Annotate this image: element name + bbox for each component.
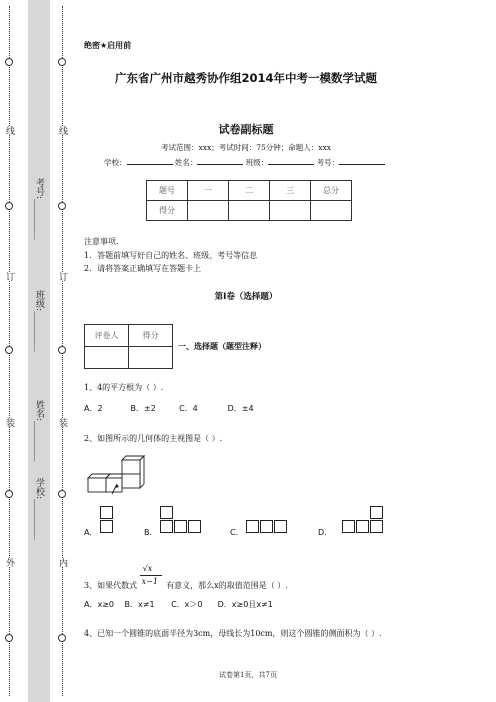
option-c[interactable]: C．4 <box>179 404 198 413</box>
option-a-square <box>100 506 113 519</box>
exam-info: 考试范围：xxx；考试时间：75分钟；命题人：xxx <box>161 143 331 152</box>
option-b-square <box>174 520 187 533</box>
student-class-field: 班级:_________ <box>34 290 44 352</box>
notes-item: 2．请将答案正确填写在答题卡上 <box>84 264 202 273</box>
exam-subtitle: 试卷副标题 <box>218 123 274 136</box>
binding-hole-circle <box>58 346 66 354</box>
score-header-cell: 一 <box>188 181 229 201</box>
number-label: 考号： <box>316 158 340 167</box>
question-3-stem <box>84 564 288 591</box>
binding-hole-circle <box>5 346 13 354</box>
question-1-options <box>84 403 274 414</box>
option-a[interactable]: A．2 <box>84 404 103 413</box>
binding-hole-circle <box>58 202 66 210</box>
outer-label-wai: 外 <box>4 558 14 567</box>
question-2-stem: 2、如图所示的几何体的主视图是（ ）. <box>84 434 223 443</box>
option-d-square <box>370 520 383 533</box>
q2-option-c-label[interactable]: C. <box>230 528 239 537</box>
student-name-field: 姓名:_________ <box>34 400 44 462</box>
student-info-line <box>104 157 385 168</box>
option-b-square <box>188 520 201 533</box>
grader-header-cell: 得分 <box>129 325 173 347</box>
option-b-square <box>160 506 173 519</box>
school-label: 学校： <box>104 158 127 167</box>
solid-figure-diagram <box>86 454 158 500</box>
option-b-square <box>160 520 173 533</box>
option-c[interactable]: C．x＞0 <box>171 600 203 609</box>
option-d[interactable]: D．±4 <box>227 404 254 413</box>
binding-hole-circle <box>58 490 66 498</box>
page-footer: 试卷第1页，共7页 <box>219 671 277 679</box>
q3-fraction <box>140 564 164 588</box>
q3-numerator: √x <box>142 564 153 573</box>
secret-label: 绝密★启用前 <box>84 41 132 50</box>
option-c-square <box>260 520 273 533</box>
question-1-stem: 1、4的平方根为（ ）. <box>84 383 164 392</box>
q2-option-d-label[interactable]: D. <box>318 528 327 537</box>
option-a-square <box>100 520 113 533</box>
student-school-field: 学校:_________ <box>34 478 44 540</box>
question-4-stem: 4、已知一个圆锥的底面半径为3cm，母线长为10cm，则这个圆锥的侧面积为（ ）. <box>84 629 382 638</box>
score-cell[interactable] <box>229 201 270 221</box>
notes-title: 注意事项. <box>84 237 119 246</box>
q2-option-a-label[interactable]: A. <box>84 528 92 537</box>
grader-header-row <box>85 325 173 347</box>
part-title: 一、选择题（题型注释） <box>178 342 266 351</box>
option-b[interactable]: B．±2 <box>130 404 156 413</box>
q3-stem-suffix: 有意义，那么x的取值范围是（ ）. <box>166 581 288 590</box>
outer-label-zhuang: 装 <box>4 418 14 427</box>
grader-blank-row <box>85 347 173 369</box>
inner-label-zhuang: 装 <box>57 418 67 427</box>
exam-title: 广东省广州市越秀协作组2014年中考一模数学试题 <box>114 71 377 85</box>
inner-label-xian: 线 <box>57 126 67 135</box>
option-c-square <box>274 520 287 533</box>
q3-stem-prefix: 3、如果代数式 <box>84 581 138 590</box>
inner-label-ding: 订 <box>57 272 67 281</box>
binding-hole-circle <box>58 58 66 66</box>
score-header-cell: 三 <box>270 181 311 201</box>
outer-label-xian: 线 <box>4 126 14 135</box>
score-header-cell: 二 <box>229 181 270 201</box>
binding-hole-circle <box>58 634 66 642</box>
option-b[interactable]: B．x≠1 <box>124 600 155 609</box>
section-title: 第I卷（选择题） <box>214 292 278 302</box>
question-3-options <box>84 599 288 610</box>
option-d-square <box>356 520 369 533</box>
outer-label-ding: 订 <box>4 272 14 281</box>
binding-gray-band <box>28 0 50 702</box>
school-blank[interactable] <box>127 164 173 165</box>
grader-cell[interactable] <box>85 347 129 369</box>
grader-cell[interactable] <box>129 347 173 369</box>
class-blank[interactable] <box>268 164 314 165</box>
q3-fraction-bar <box>140 575 162 576</box>
score-row-label: 得分 <box>147 201 188 221</box>
score-table-header-row <box>147 181 352 201</box>
q3-denominator: x−1 <box>141 577 158 586</box>
score-cell[interactable] <box>270 201 311 221</box>
score-table-score-row <box>147 201 352 221</box>
option-a[interactable]: A．x≥0 <box>84 600 114 609</box>
name-blank[interactable] <box>197 164 243 165</box>
score-header-cell: 总分 <box>311 181 352 201</box>
class-label: 班级： <box>245 158 269 167</box>
option-d[interactable]: D．x≥0且x≠1 <box>217 600 273 609</box>
student-number-field: 考号:_________ <box>34 178 44 240</box>
score-cell[interactable] <box>311 201 352 221</box>
grader-header-cell: 评卷人 <box>85 325 129 347</box>
option-d-square <box>370 506 383 519</box>
number-blank[interactable] <box>339 164 385 165</box>
inner-label-nei: 内 <box>57 558 67 567</box>
score-cell[interactable] <box>188 201 229 221</box>
binding-hole-circle <box>5 202 13 210</box>
notes-item: 1．答题前填写好自己的姓名、班级、考号等信息 <box>84 251 258 260</box>
option-d-square <box>342 520 355 533</box>
binding-margin <box>0 0 72 702</box>
option-c-square <box>246 520 259 533</box>
binding-hole-circle <box>5 58 13 66</box>
binding-hole-circle <box>5 634 13 642</box>
q2-option-b-label[interactable]: B. <box>144 528 153 537</box>
name-label: 姓名： <box>174 158 198 167</box>
score-table <box>146 180 352 221</box>
grader-table <box>84 324 173 369</box>
binding-hole-circle <box>5 490 13 498</box>
score-header-cell: 题号 <box>147 181 188 201</box>
exam-content <box>84 0 484 702</box>
